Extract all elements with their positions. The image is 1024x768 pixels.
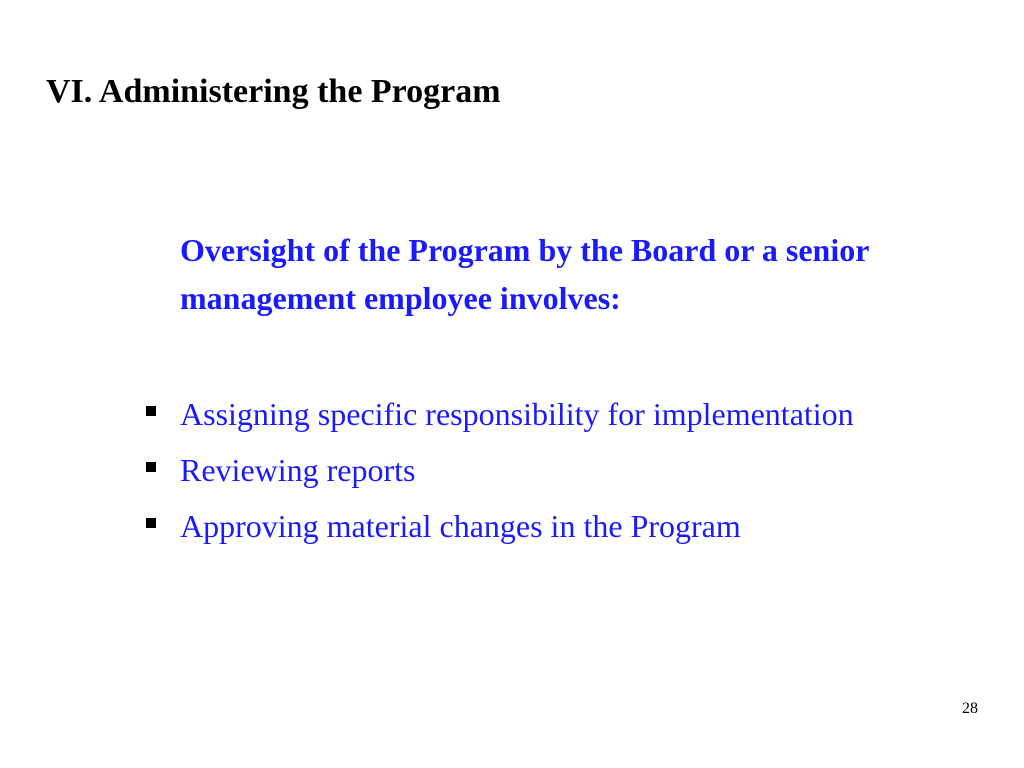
bullet-text: Approving material changes in the Program — [180, 508, 741, 544]
page-number: 28 — [962, 700, 978, 717]
bullet-item — [140, 446, 960, 494]
slide-title: VI. Administering the Program — [46, 73, 501, 110]
square-bullet-icon — [146, 406, 156, 416]
bullet-text: Reviewing reports — [180, 452, 416, 488]
square-bullet-icon — [146, 462, 156, 472]
bullet-text: Assigning specific responsibility for implementation — [180, 396, 854, 432]
bullet-item — [140, 502, 960, 550]
bullet-list — [140, 390, 960, 558]
square-bullet-icon — [146, 518, 156, 528]
intro-text: Oversight of the Program by the Board or a senior management employee involves: — [180, 232, 869, 316]
bullet-item — [140, 390, 960, 438]
